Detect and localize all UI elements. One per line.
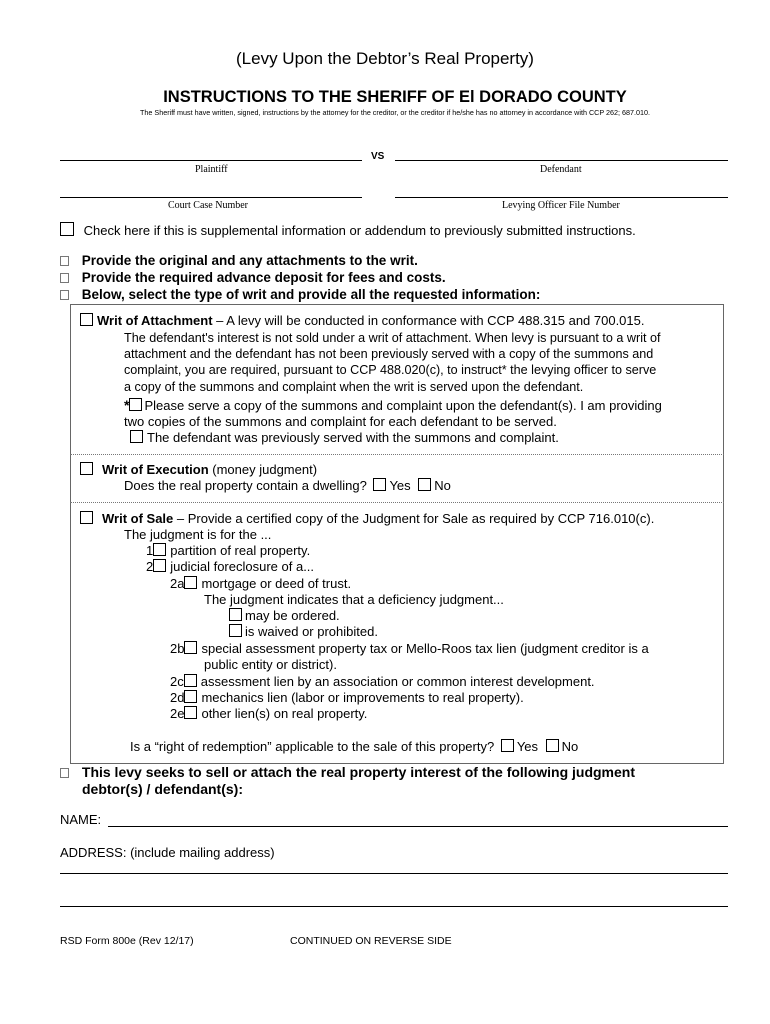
- name-input-line[interactable]: [108, 826, 728, 827]
- requirement-checkbox[interactable]: [60, 273, 69, 283]
- may-be-ordered-checkbox[interactable]: [229, 608, 242, 621]
- previously-served-checkbox[interactable]: [130, 430, 143, 443]
- form-number: RSD Form 800e (Rev 12/17): [60, 935, 194, 947]
- sale-option-2b: 2b special assessment property tax or Mello-Roos tax lien (judgment creditor is a: [170, 641, 649, 656]
- redemption-yes-checkbox[interactable]: [501, 739, 514, 752]
- may-be-ordered-row: may be ordered.: [229, 608, 340, 623]
- sale-option-2d: 2d mechanics lien (labor or improvements to real property).: [170, 690, 524, 705]
- levying-officer-line[interactable]: [395, 197, 728, 198]
- writ-sale-row: Writ of Sale – Provide a certified copy of the Judgment for Sale as required by CCP 716.010(c).: [80, 511, 654, 526]
- form-subtitle: (Levy Upon the Debtor’s Real Property): [236, 49, 534, 68]
- continued-note: CONTINUED ON REVERSE SIDE: [290, 935, 452, 947]
- requirement-checkbox[interactable]: [60, 256, 69, 266]
- requirement-item: Below, select the type of writ and provide all the requested information:: [60, 287, 540, 302]
- requirement-checkbox[interactable]: [60, 290, 69, 300]
- supplemental-checkbox[interactable]: [60, 222, 74, 236]
- name-label: NAME:: [60, 812, 102, 827]
- serve-summons-text: two copies of the summons and complaint for each defendant to be served.: [124, 414, 557, 429]
- redemption-row: Is a “right of redemption” applicable to the sale of this property? Yes No: [130, 739, 579, 754]
- sale-option-2c: 2c assessment lien by an association or common interest development.: [170, 674, 595, 689]
- sale-option-2e-checkbox[interactable]: [184, 706, 197, 719]
- address-input-line[interactable]: [60, 873, 728, 874]
- judgment-for-text: The judgment is for the ...: [124, 527, 272, 542]
- sale-option-1-checkbox[interactable]: [153, 543, 166, 556]
- writ-divider: [70, 454, 724, 455]
- supplemental-text: Check here if this is supplemental information or addendum to previously submitted instructions.: [83, 223, 636, 238]
- serve-summons-row: * Please serve a copy of the summons and complaint upon the defendant(s). I am providing: [124, 397, 662, 413]
- form-title: INSTRUCTIONS TO THE SHERIFF OF El DORADO COUNTY: [163, 88, 627, 106]
- requirement-item: Provide the required advance deposit for fees and costs.: [60, 270, 446, 285]
- levy-statement: This levy seeks to sell or attach the real property interest of the following judgment: [60, 764, 635, 780]
- sale-option-2e: 2e other lien(s) on real property.: [170, 706, 368, 721]
- form-note: The Sheriff must have written, signed, instructions by the attorney for the creditor, or the creditor if he/she has no attorney in accordance with CCP 262; 687.010.: [140, 108, 650, 117]
- waived-row: is waived or prohibited.: [229, 624, 378, 639]
- serve-summons-checkbox[interactable]: [129, 398, 142, 411]
- defendant-label: Defendant: [540, 164, 582, 175]
- writ-execution-row: Writ of Execution (money judgment): [80, 462, 317, 477]
- dwelling-no-checkbox[interactable]: [418, 478, 431, 491]
- court-case-label: Court Case Number: [168, 200, 248, 211]
- sale-option-2d-checkbox[interactable]: [184, 690, 197, 703]
- sale-option-2a: 2a mortgage or deed of trust.: [170, 576, 352, 591]
- levy-statement-cont: debtor(s) / defendant(s):: [82, 781, 243, 797]
- plaintiff-line[interactable]: [60, 160, 362, 161]
- redemption-no-checkbox[interactable]: [546, 739, 559, 752]
- attachment-explanation: The defendant's interest is not sold under a writ of attachment. When levy is pursuant to a writ of attachment and the defendant has not been previously served with a copy of the summons and complaint, you are required, pursuant to CCP 488.020(c), to instruct* the levying officer to serve a copy of the summons and complaint when the writ is served upon the defendant.: [124, 331, 661, 394]
- sale-option-2-checkbox[interactable]: [153, 559, 166, 572]
- sale-option-2b-cont: public entity or district).: [204, 657, 337, 672]
- writ-attachment-row: Writ of Attachment – A levy will be conducted in conformance with CCP 488.315 and 700.015.: [80, 313, 645, 328]
- sale-option-2a-checkbox[interactable]: [184, 576, 197, 589]
- vs-label: VS: [371, 151, 385, 162]
- writ-divider: [70, 502, 724, 503]
- requirement-item: Provide the original and any attachments to the writ.: [60, 253, 418, 268]
- deficiency-text: The judgment indicates that a deficiency judgment...: [204, 592, 504, 607]
- writ-attachment-checkbox[interactable]: [80, 313, 93, 326]
- sale-option-2: 2 judicial foreclosure of a...: [146, 559, 315, 574]
- levy-checkbox[interactable]: [60, 768, 69, 778]
- address-input-line[interactable]: [60, 906, 728, 907]
- levying-officer-label: Levying Officer File Number: [502, 200, 620, 211]
- plaintiff-label: Plaintiff: [195, 164, 228, 175]
- sale-option-2b-checkbox[interactable]: [184, 641, 197, 654]
- writ-execution-checkbox[interactable]: [80, 462, 93, 475]
- previously-served-row: The defendant was previously served with the summons and complaint.: [130, 430, 559, 445]
- defendant-line[interactable]: [395, 160, 728, 161]
- waived-checkbox[interactable]: [229, 624, 242, 637]
- writ-sale-checkbox[interactable]: [80, 511, 93, 524]
- sale-option-2c-checkbox[interactable]: [184, 674, 197, 687]
- sale-option-1: 1 partition of real property.: [146, 543, 311, 558]
- dwelling-question-row: Does the real property contain a dwelling? Yes No: [124, 478, 451, 493]
- court-case-line[interactable]: [60, 197, 362, 198]
- dwelling-yes-checkbox[interactable]: [373, 478, 386, 491]
- supplemental-row: [60, 222, 636, 238]
- address-label: ADDRESS: (include mailing address): [60, 845, 275, 860]
